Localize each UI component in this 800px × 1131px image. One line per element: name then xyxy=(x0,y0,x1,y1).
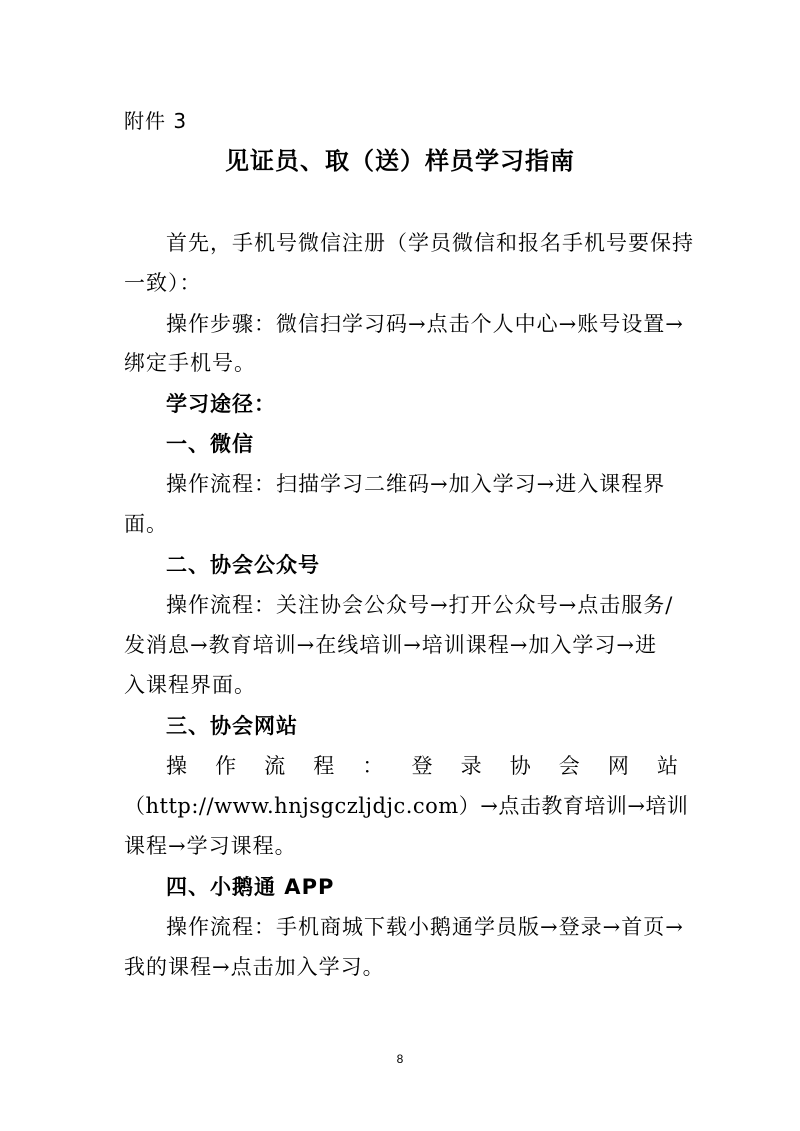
document-title: 见证员、取（送）样员学习指南 xyxy=(225,147,575,175)
section-line: 我的课程→点击加入学习。 xyxy=(124,955,385,979)
section-heading-wechat: 一、微信 xyxy=(166,432,254,456)
section-line: 课程→学习课程。 xyxy=(124,834,297,858)
section-heading-official-account: 二、协会公众号 xyxy=(166,553,320,577)
section-line: 操 作 流 程 ： 登 录 协 会 网 站 xyxy=(166,754,678,778)
page-number: 8 xyxy=(396,1052,404,1066)
section-line: 入课程界面。 xyxy=(124,673,256,697)
section-line: 操作流程：手机商城下载小鹅通学员版→登录→首页→ xyxy=(166,915,684,939)
intro-line-1: 首先，手机号微信注册（学员微信和报名手机号要保持 xyxy=(166,231,694,255)
attachment-label: 附件 3 xyxy=(124,109,188,133)
section-heading-app: 四、小鹅通 APP xyxy=(166,875,335,899)
learning-paths-heading: 学习途径： xyxy=(166,392,276,416)
section-heading-website: 三、协会网站 xyxy=(166,714,298,738)
section-line: 发消息→教育培训→在线培训→培训课程→加入学习→进 xyxy=(124,633,657,657)
steps-line-1: 操作步骤：微信扫学习码→点击个人中心→账号设置→ xyxy=(166,312,684,336)
section-line: 操作流程：关注协会公众号→打开公众号→点击服务/ xyxy=(166,593,674,617)
section-line: 面。 xyxy=(124,512,168,536)
intro-line-2: 一致）： xyxy=(124,271,202,295)
steps-line-2: 绑定手机号。 xyxy=(124,351,256,375)
section-line: 操作流程：扫描学习二维码→加入学习→进入课程界 xyxy=(166,472,666,496)
section-line: （http://www.hnjsgczljdjc.com）→点击教育培训→培训 xyxy=(124,794,689,818)
